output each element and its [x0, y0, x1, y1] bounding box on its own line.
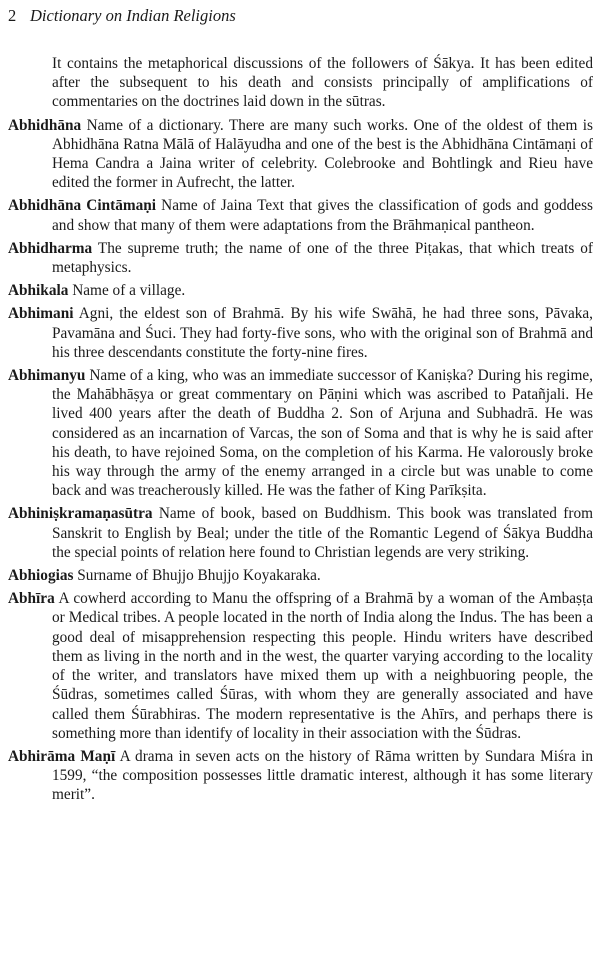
entry-headword: Abhimanyu: [8, 367, 86, 385]
entry-definition: Name of a king, who was an immediate successor of Kaniṣka? During his regime, the Mahābhāṣya or great commentary on Pāṇini which was ascribed to Patañjali. He lived 400 years after the death of Buddha 2. Son of Arjuna and Subhadrā. He was considered as an incarnation of Varcas, the son of Soma and that is why he is said after his death, to have rejoined Soma, on the completion of his Karma. He valorously broke his way through the army of the enemy arranged in a circle but was unable to come back and was treacherously killed. He was the father of King Parīkṣita.: [52, 367, 594, 500]
dictionary-entry: [8, 281, 593, 300]
entry-headword: Abhiogias: [8, 567, 74, 585]
entry-definition: A cowherd according to Manu the offspring of a Brahmā by a woman of the Ambaṣṭa or Medical tribes. A people located in the north of India along the Indus. The has been a good deal of misapprehension respecting this people. Hindu writers have described them as living in the north and in the west, the quarter varying according to the locality of the writer, and translators have mixed them up with a neighbuoring people, the Śūdras, sometimes called Śūras, with whom they are generally associated and have called them Śūrabhiras. The modern representative is the Ahīrs, and perhaps there is something more than identify of locality in their association with the Śūdras.: [52, 590, 594, 742]
entry-headword: Abhikala: [8, 282, 69, 300]
dictionary-entry: [8, 747, 593, 805]
entry-headword: Abhiniṣkramaṇasūtra: [8, 505, 153, 523]
dictionary-entry: [8, 366, 593, 500]
entry-definition: The supreme truth; the name of one of the three Piṭakas, that which treats of metaphysics.: [52, 239, 593, 277]
dictionary-entry: [8, 304, 593, 362]
page-number: 2: [8, 6, 17, 25]
entry-headword: Abhirāma Maṇī: [8, 747, 116, 765]
dictionary-entry: [8, 196, 593, 234]
entry-headword: Abhidharma: [8, 239, 93, 257]
entry-definition: Name of a village.: [72, 282, 186, 300]
entry-headword: Abhidhāna: [8, 116, 82, 134]
entry-definition: Name of Jaina Text that gives the classification of gods and goddess and show that many of them were adaptations from the Brāhmaṇical pantheon.: [52, 197, 593, 234]
entry-headword: Abhīra: [8, 590, 55, 608]
dictionary-entry: [8, 116, 593, 193]
entry-definition: Name of book, based on Buddhism. This book was translated from Sanskrit to English by Beal; under the title of the Romantic Legend of Śākya Buddha the special points of relation here found to Christian legends are very striking.: [52, 505, 594, 561]
entry-headword: Abhidhāna Cintāmaṇi: [8, 197, 156, 215]
dictionary-entry: [8, 239, 593, 277]
dictionary-entry: [8, 504, 593, 562]
running-head: [8, 6, 236, 26]
entry-definition: A drama in seven acts on the history of Rāma written by Sundara Miśra in 1599, “the composition possesses little dramatic interest, although it has some literary merit”.: [52, 747, 593, 804]
entry-headword: Abhimani: [8, 305, 74, 323]
entry-definition: Surname of Bhujjo Bhujjo Koyakaraka.: [77, 567, 321, 585]
dictionary-entry: [8, 566, 593, 585]
entry-definition: Name of a dictionary. There are many such works. One of the oldest of them is Abhidhāna Ratna Mālā of Halāyudha and one of the best is the Abhidhāna Cintāmaṇi of Hema Candra a Jaina writer of celebrity. Colebrooke and Bohtlingk and Rieu have edited the former in Aufrecht, the latter.: [52, 116, 593, 192]
entry-definition: Agni, the eldest son of Brahmā. By his wife Swāhā, he had three sons, Pāvaka, Pavamāna and Śuci. They had forty-five sons, who with the original son of Brahmā and his three descendants constitute the forty-nine fires.: [52, 305, 593, 361]
book-title: Dictionary on Indian Religions: [30, 6, 236, 25]
dictionary-entry: [8, 589, 593, 743]
body-text: [8, 54, 593, 809]
continued-paragraph: It contains the metaphorical discussions of the followers of Śākya. It has been edited after the subsequent to his death and consists principally of amplifications of commentaries on the doctrines laid down in the sūtras.: [52, 55, 593, 111]
